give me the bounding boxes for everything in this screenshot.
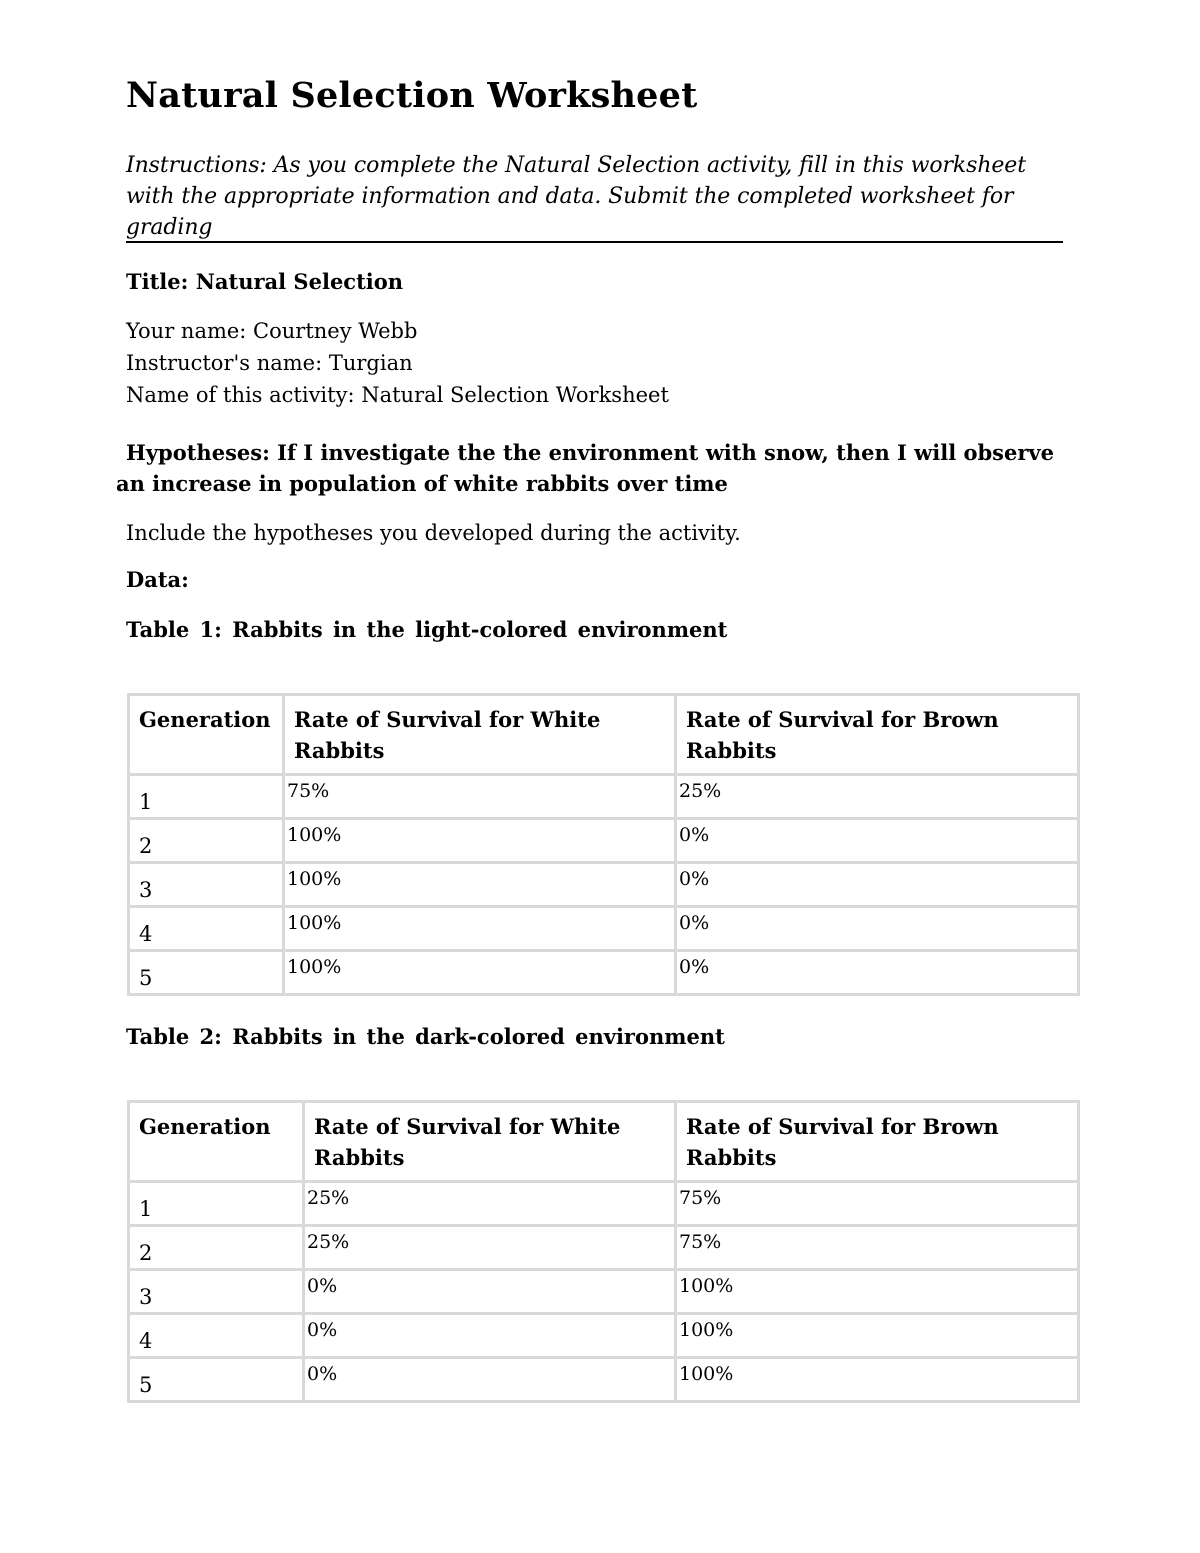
page-title: Natural Selection Worksheet: [126, 75, 698, 116]
instructions-text: Instructions: As you complete the Natural Selection activity, fill in this worksheet with the appropriate information and data. Submit the completed worksheet for grading: [126, 153, 1026, 240]
brown-survival-cell: 0%: [676, 863, 1079, 907]
generation-cell: 4: [129, 1314, 304, 1358]
brown-survival-cell: 75%: [676, 1226, 1079, 1270]
generation-cell: 3: [129, 1270, 304, 1314]
hypothesis-statement: Hypotheses: If I investigate the the environment with snow, then I will observe an increase in population of white rabbits over time: [116, 440, 1054, 496]
table2-dark-environment: [127, 1100, 1080, 1403]
table1-header-row: [129, 695, 1079, 775]
activity-name-line: Name of this activity: Natural Selection Worksheet: [126, 383, 669, 407]
table1-caption: Table 1: Rabbits in the light-colored environment: [126, 617, 728, 642]
table-row: [129, 1182, 1079, 1226]
table1-header-brown: Rate of Survival for Brown Rabbits: [676, 695, 1079, 775]
generation-cell: 5: [129, 951, 284, 995]
table2-header-row: [129, 1102, 1079, 1182]
white-survival-cell: 100%: [284, 863, 676, 907]
white-survival-cell: 0%: [304, 1358, 676, 1402]
brown-survival-cell: 100%: [676, 1270, 1079, 1314]
generation-cell: 5: [129, 1358, 304, 1402]
white-survival-cell: 100%: [284, 951, 676, 995]
generation-cell: 2: [129, 819, 284, 863]
data-label: Data:: [126, 567, 189, 592]
your-name-line: Your name: Courtney Webb: [126, 319, 418, 343]
table-row: [129, 775, 1079, 819]
generation-cell: 1: [129, 1182, 304, 1226]
generation-cell: 1: [129, 775, 284, 819]
table1-header-generation: Generation: [129, 695, 284, 775]
brown-survival-cell: 0%: [676, 819, 1079, 863]
table-row: [129, 1226, 1079, 1270]
table-row: [129, 819, 1079, 863]
brown-survival-cell: 25%: [676, 775, 1079, 819]
generation-cell: 4: [129, 907, 284, 951]
table-row: [129, 1358, 1079, 1402]
report-title: Title: Natural Selection: [126, 269, 404, 294]
table1-header-white: Rate of Survival for White Rabbits: [284, 695, 676, 775]
white-survival-cell: 25%: [304, 1182, 676, 1226]
white-survival-cell: 100%: [284, 819, 676, 863]
instructions-underline: [126, 241, 1063, 243]
hypothesis-prompt: Include the hypotheses you developed during the activity.: [126, 521, 741, 545]
table-row: [129, 1270, 1079, 1314]
table2-header-brown: Rate of Survival for Brown Rabbits: [676, 1102, 1079, 1182]
brown-survival-cell: 0%: [676, 951, 1079, 995]
white-survival-cell: 100%: [284, 907, 676, 951]
instructor-name-line: Instructor's name: Turgian: [126, 351, 413, 375]
table-row: [129, 1314, 1079, 1358]
white-survival-cell: 75%: [284, 775, 676, 819]
table2-header-generation: Generation: [129, 1102, 304, 1182]
table1-light-environment: [127, 693, 1080, 996]
table2-header-white: Rate of Survival for White Rabbits: [304, 1102, 676, 1182]
brown-survival-cell: 100%: [676, 1358, 1079, 1402]
table-row: [129, 907, 1079, 951]
table2-caption: Table 2: Rabbits in the dark-colored environment: [126, 1024, 725, 1049]
generation-cell: 2: [129, 1226, 304, 1270]
white-survival-cell: 25%: [304, 1226, 676, 1270]
table-row: [129, 863, 1079, 907]
white-survival-cell: 0%: [304, 1270, 676, 1314]
brown-survival-cell: 75%: [676, 1182, 1079, 1226]
table-row: [129, 951, 1079, 995]
brown-survival-cell: 100%: [676, 1314, 1079, 1358]
white-survival-cell: 0%: [304, 1314, 676, 1358]
brown-survival-cell: 0%: [676, 907, 1079, 951]
generation-cell: 3: [129, 863, 284, 907]
